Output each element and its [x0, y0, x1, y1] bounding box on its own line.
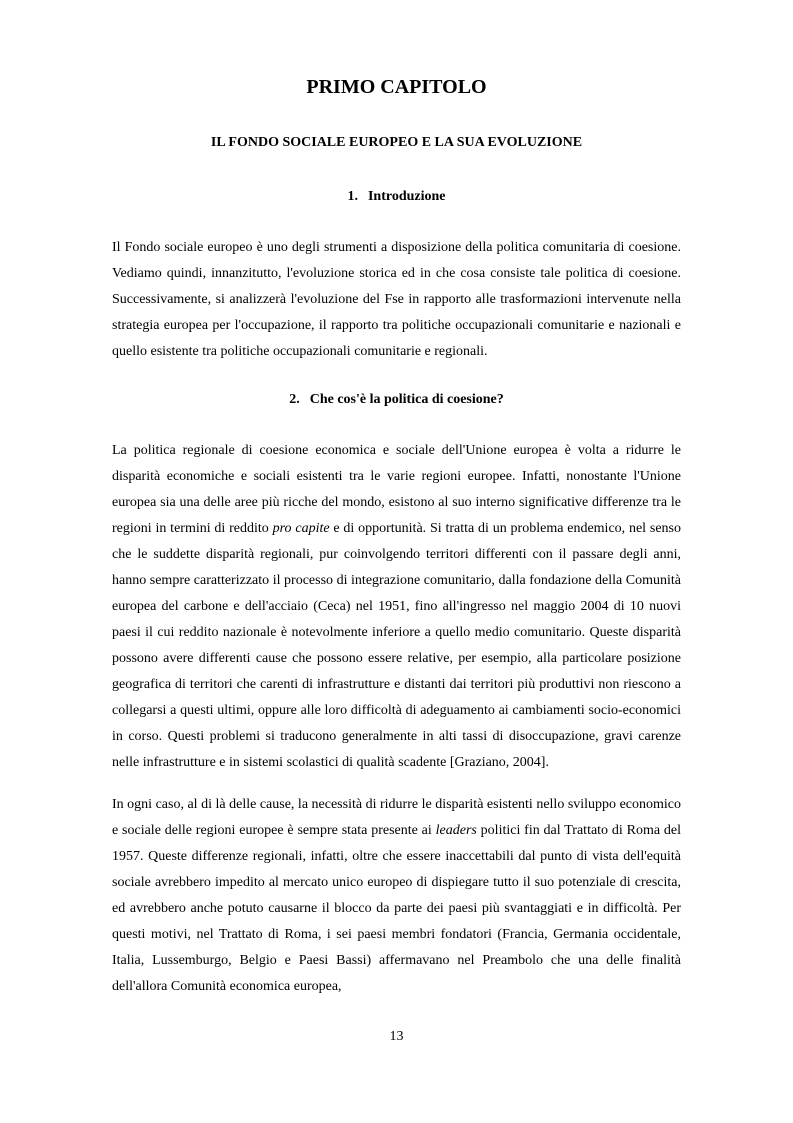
text-run: politici fin dal Trattato di Roma del 1957. Queste differenze regionali, infatti, oltre che essere inaccettabili dal punto di vista dell'equità sociale avrebbero impedito al mercato unico europeo di dispiegare tutto il suo potenziale di crescita, ed avrebbero anche potuto causarne il blocco da parte dei paesi più svantaggiati e in difficoltà. Per questi motivi, nel Trattato di Roma, i sei paesi membri fondatori (Francia, Germania occidentale, Italia, Lussemburgo, Belgio e Paesi Bassi) affermavano nel Preambolo che una delle finalità dell'allora Comunità economica europea, [112, 823, 681, 994]
subsection-heading-politica-coesione [0, 392, 793, 408]
section-title: IL FONDO SOCIALE EUROPEO E LA SUA EVOLUZIONE [210, 135, 583, 150]
paragraph-introduzione: Il Fondo sociale europeo è uno degli strumenti a disposizione della politica comunitaria di coesione. Vediamo quindi, innanzitutto, l'evoluzione storica ed in che cosa consiste tale politica di coesione. Successivamente, si analizzerà l'evoluzione del Fse in rapporto alle trasformazioni intervenute nella strategia europea per l'occupazione, il rapporto tra politiche occupazionali comunitarie e nazionali e quello esistente tra politiche occupazionali comunitarie e regionali. [112, 240, 681, 359]
paragraph-politica-coesione-1 [112, 438, 681, 776]
text-run: e di opportunità. Si tratta di un problema endemico, nel senso che le suddette disparità regionali, pur coinvolgendo territori differenti con il passare degli anni, hanno sempre caratterizzato il processo di integrazione comunitario, dalla fondazione della Comunità europea del carbone e dell'acciaio (Ceca) nel 1951, fino all'ingresso nel maggio 2004 di 10 nuovi paesi il cui reddito nazionale è notevolmente inferiore a quello medio comunitario. Queste disparità possono avere differenti cause che possono essere relative, per esempio, alla particolare posizione geografica di territori che carenti di infrastrutture e distanti dai territori più produttivi non riescono a collegarsi a questi ultimi, oppure alle loro difficoltà di adeguamento ai cambiamenti socio-economici in corso. Questi problemi si traducono generalmente in alti tassi di disoccupazione, gravi carenze nelle infrastrutture e in sistemi scolastici di qualità scadente [Graziano, 2004]. [112, 521, 681, 770]
subsection-heading-introduzione [0, 189, 793, 205]
subsection-title: Che cos'è la politica di coesione? [309, 392, 504, 407]
italic-term-leaders: leaders [435, 823, 477, 838]
subsection-number: 2. [289, 392, 300, 407]
subsection-number: 1. [347, 189, 358, 204]
text-run: In ogni caso, al di là delle cause, la necessità di ridurre le disparità esistenti nello sviluppo economico e sociale delle regioni europee è sempre stata presente ai [112, 797, 681, 838]
chapter-title: PRIMO CAPITOLO [306, 76, 487, 98]
text-run: La politica regionale di coesione economica e sociale dell'Unione europea è volta a ridurre le disparità economiche e sociali esistenti tra le varie regioni europee. Infatti, nonostante l'Unione europea sia una delle aree più ricche del mondo, esistono al suo interno significative differenze tra le regioni in termini di reddito [112, 443, 681, 536]
italic-term-pro-capite: pro capite [272, 521, 330, 536]
paragraph-politica-coesione-2 [112, 792, 681, 1000]
page-number: 13 [389, 1029, 404, 1044]
subsection-title: Introduzione [367, 189, 446, 204]
